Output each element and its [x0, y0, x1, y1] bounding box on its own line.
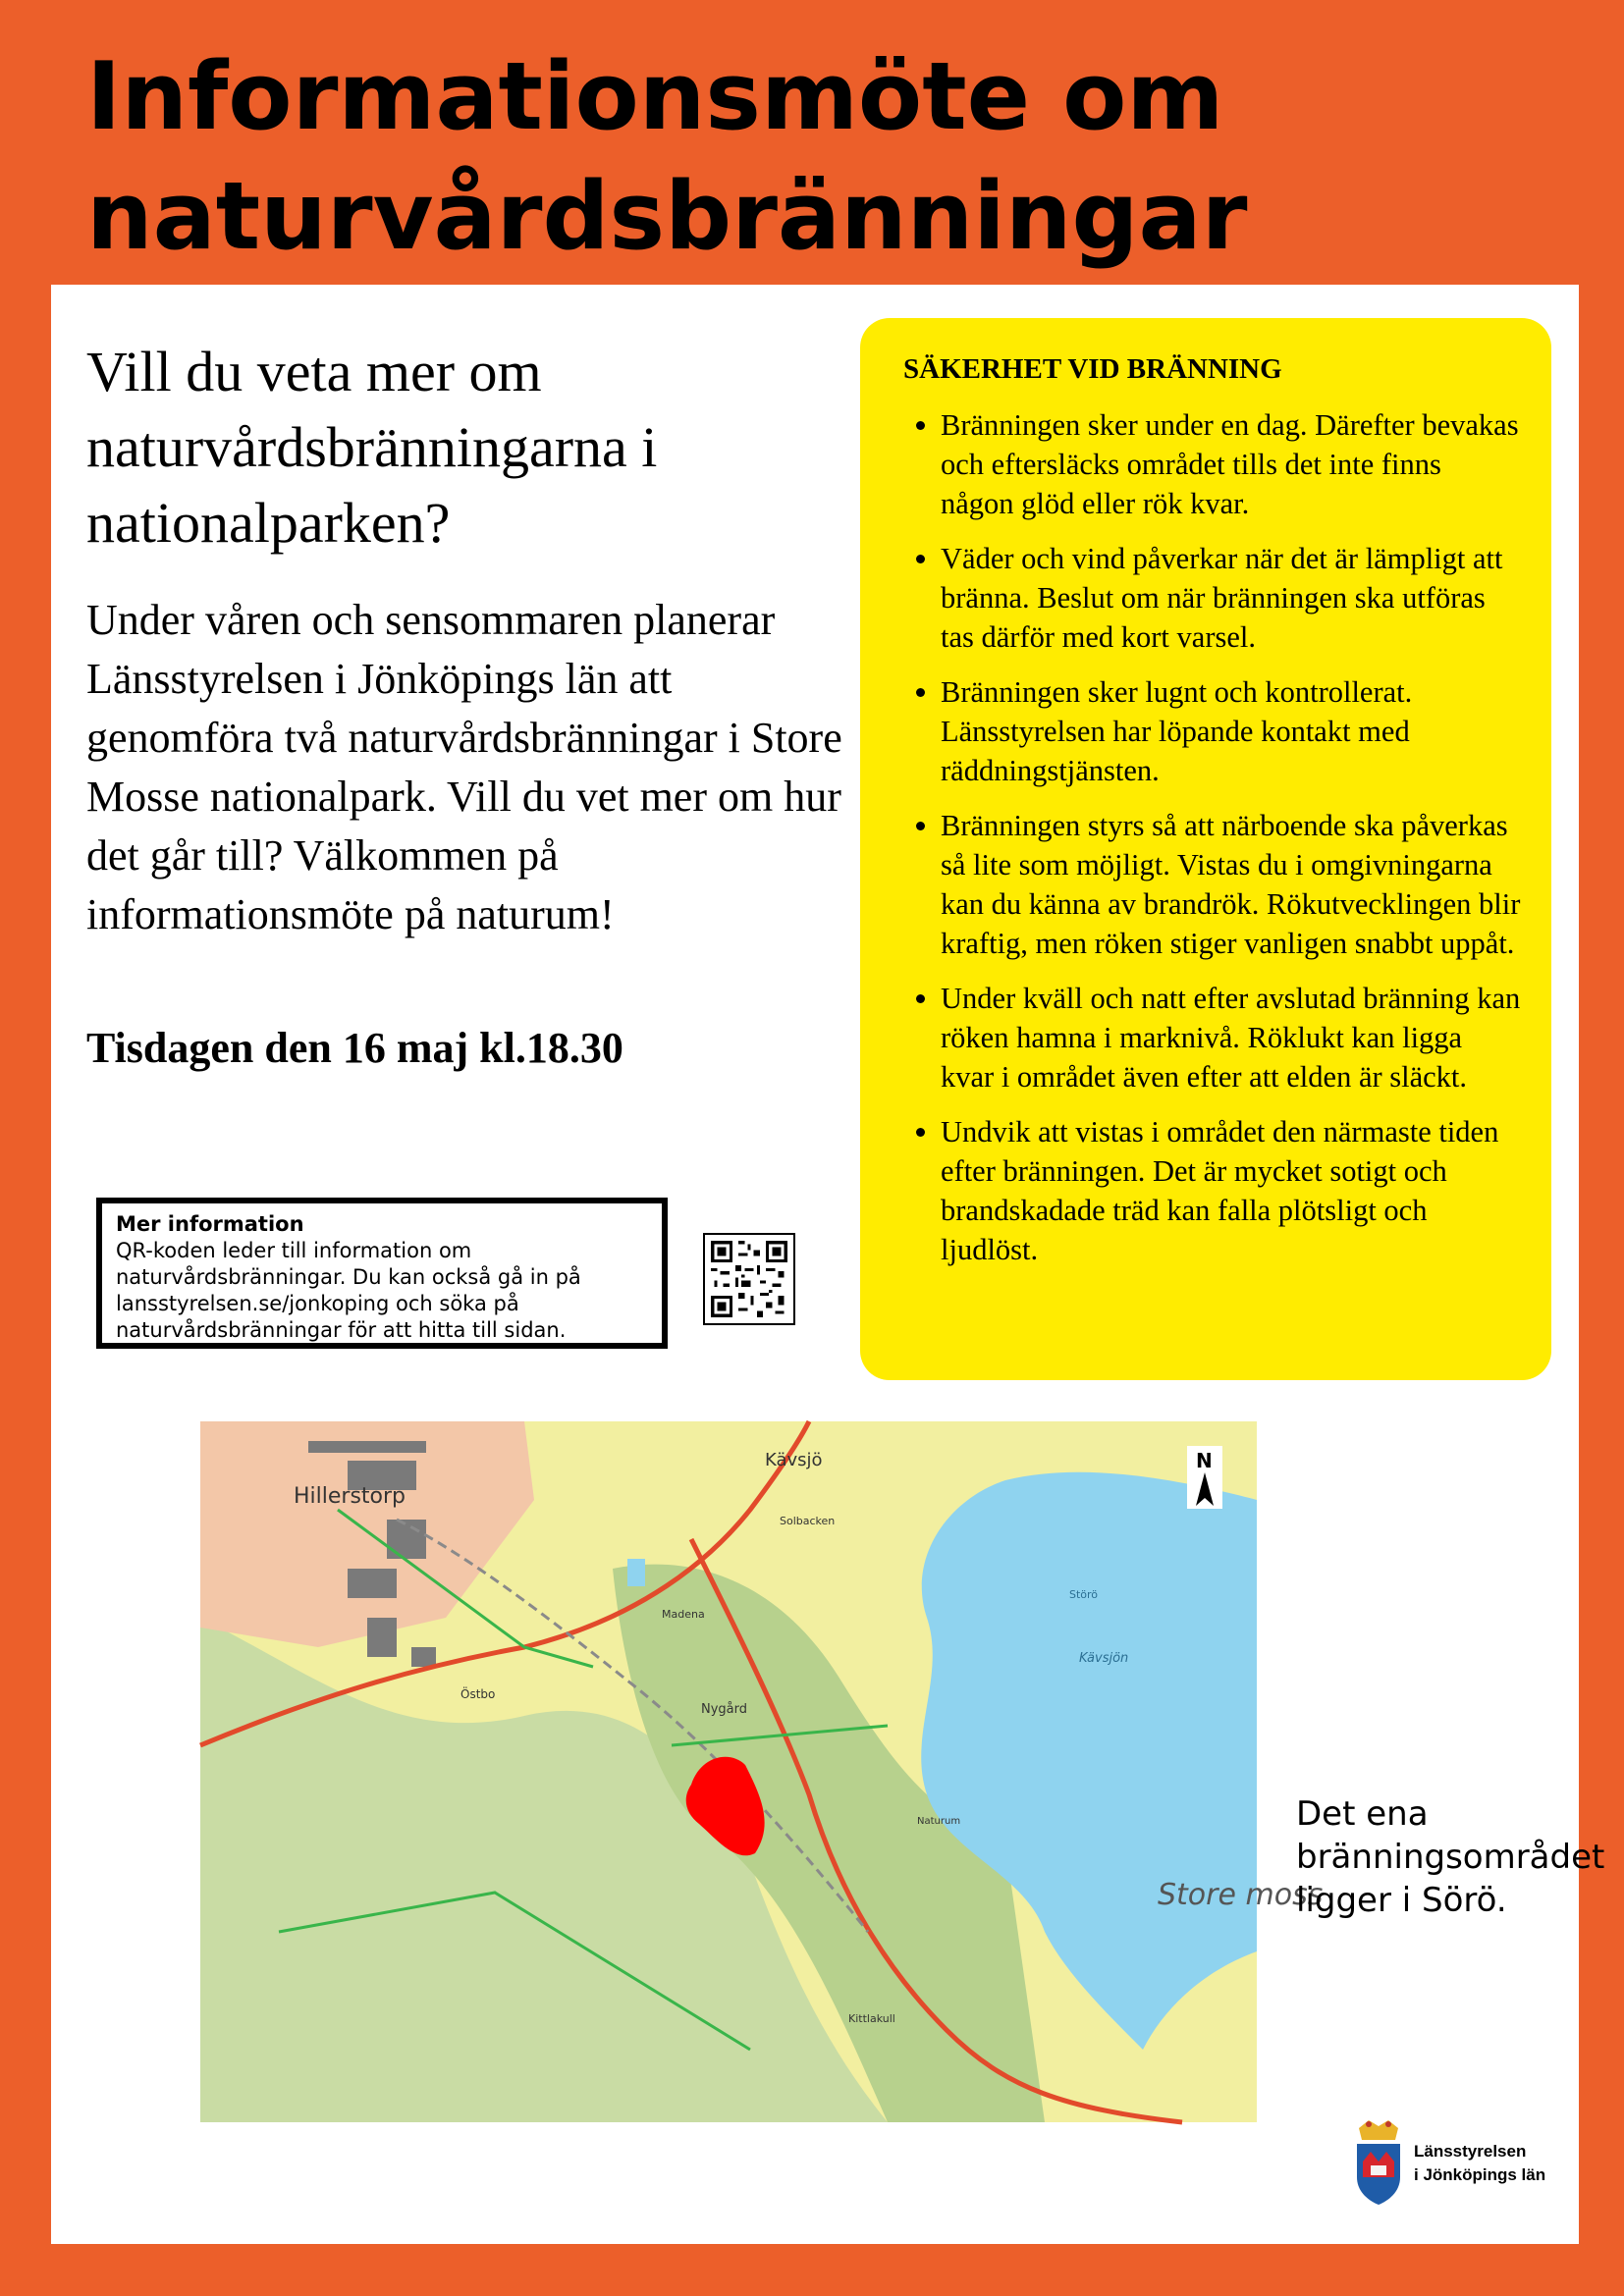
map-label-nygard: Nygård [701, 1702, 748, 1717]
lead-question: Vill du veta mer om naturvårdsbränningarna i nationalparken? [86, 340, 658, 555]
map-label-store-mosse: Store moss [1158, 1878, 1324, 1912]
content-panel [51, 285, 1605, 2244]
map-label-kavsjo: Kävsjö [765, 1450, 823, 1470]
more-info-text: QR-koden leder till information om naturvårdsbränningar. Du kan också gå in på lansstyrelsen.se/jonkoping och söka på naturvårdsbränningar för att hitta till sidan. [116, 1239, 581, 1342]
map-caption: Det ena bränningsområdet ligger i Sörö. [1296, 1794, 1605, 1920]
qr-code-icon[interactable] [703, 1233, 795, 1325]
safety-item: • Undvik att vistas i området den närmaste tiden efter bränningen. Det är mycket sotigt och brandskadade träd kan falla plötsligt och ljudlöst. [941, 1112, 1522, 1269]
intro-text: Under våren och sensommaren planerar Länsstyrelsen i Jönköpings län att genomföra två naturvårdsbränningar i Store Mosse nationalpark. Vill du vet mer om hur det går till? Välkommen på informationsmöte på naturum! [86, 596, 842, 938]
map-label-ostbo: Östbo [460, 1687, 496, 1701]
logo-line-1: Länsstyrelsen [1414, 2142, 1527, 2161]
area-map [200, 1421, 1324, 2122]
safety-item: • Väder och vind påverkar när det är lämpligt att bränna. Beslut om när bränningen ska utföras tas därför med kort varsel. [941, 539, 1522, 657]
safety-item: • Bränningen sker lugnt och kontrollerat. Länsstyrelsen har löpande kontakt med räddningstjänsten. [941, 672, 1522, 790]
safety-box [860, 318, 1551, 1380]
safety-item: • Bränningen sker under en dag. Därefter bevakas och eftersläcks området tills det inte finns någon glöd eller rök kvar. [941, 405, 1522, 523]
safety-item: • Bränningen styrs så att närboende ska påverkas så lite som möjligt. Vistas du i omgivningarna kan du känna av brandrök. Rökutvecklingen blir kraftig, men röken stiger vanligen snabbt uppåt. [941, 806, 1522, 963]
poster-title: Informationsmöte om naturvårdsbränningar [86, 43, 1248, 271]
lansstyrelsen-logo [1349, 2118, 1555, 2207]
logo-line-2: i Jönköpings län [1414, 2165, 1546, 2184]
safety-list [903, 405, 1522, 1269]
map-label-kavsjon: Kävsjön [1079, 1651, 1129, 1666]
coat-of-arms-icon [1349, 2118, 1408, 2207]
safety-heading: SÄKERHET VID BRÄNNING [903, 353, 1282, 385]
map-label-solbacken: Solbacken [780, 1515, 836, 1527]
map-label-hillerstorp: Hillerstorp [294, 1484, 406, 1509]
more-info-box [96, 1198, 668, 1349]
map-label-madena: Madena [662, 1608, 705, 1621]
north-label: N [1196, 1449, 1213, 1472]
map-label-storo: Störö [1069, 1588, 1099, 1601]
map-label-naturum: Naturum [917, 1816, 961, 1827]
logo-text [1414, 2140, 1545, 2187]
more-info-heading: Mer information [116, 1212, 304, 1236]
safety-item: • Under kväll och natt efter avslutad bränning kan röken hamna i marknivå. Röklukt kan ligga kvar i området även efter att elden är släckt. [941, 979, 1522, 1096]
meeting-date: Tisdagen den 16 maj kl.18.30 [86, 1024, 623, 1072]
map-label-kittlakull: Kittlakull [848, 2012, 895, 2025]
